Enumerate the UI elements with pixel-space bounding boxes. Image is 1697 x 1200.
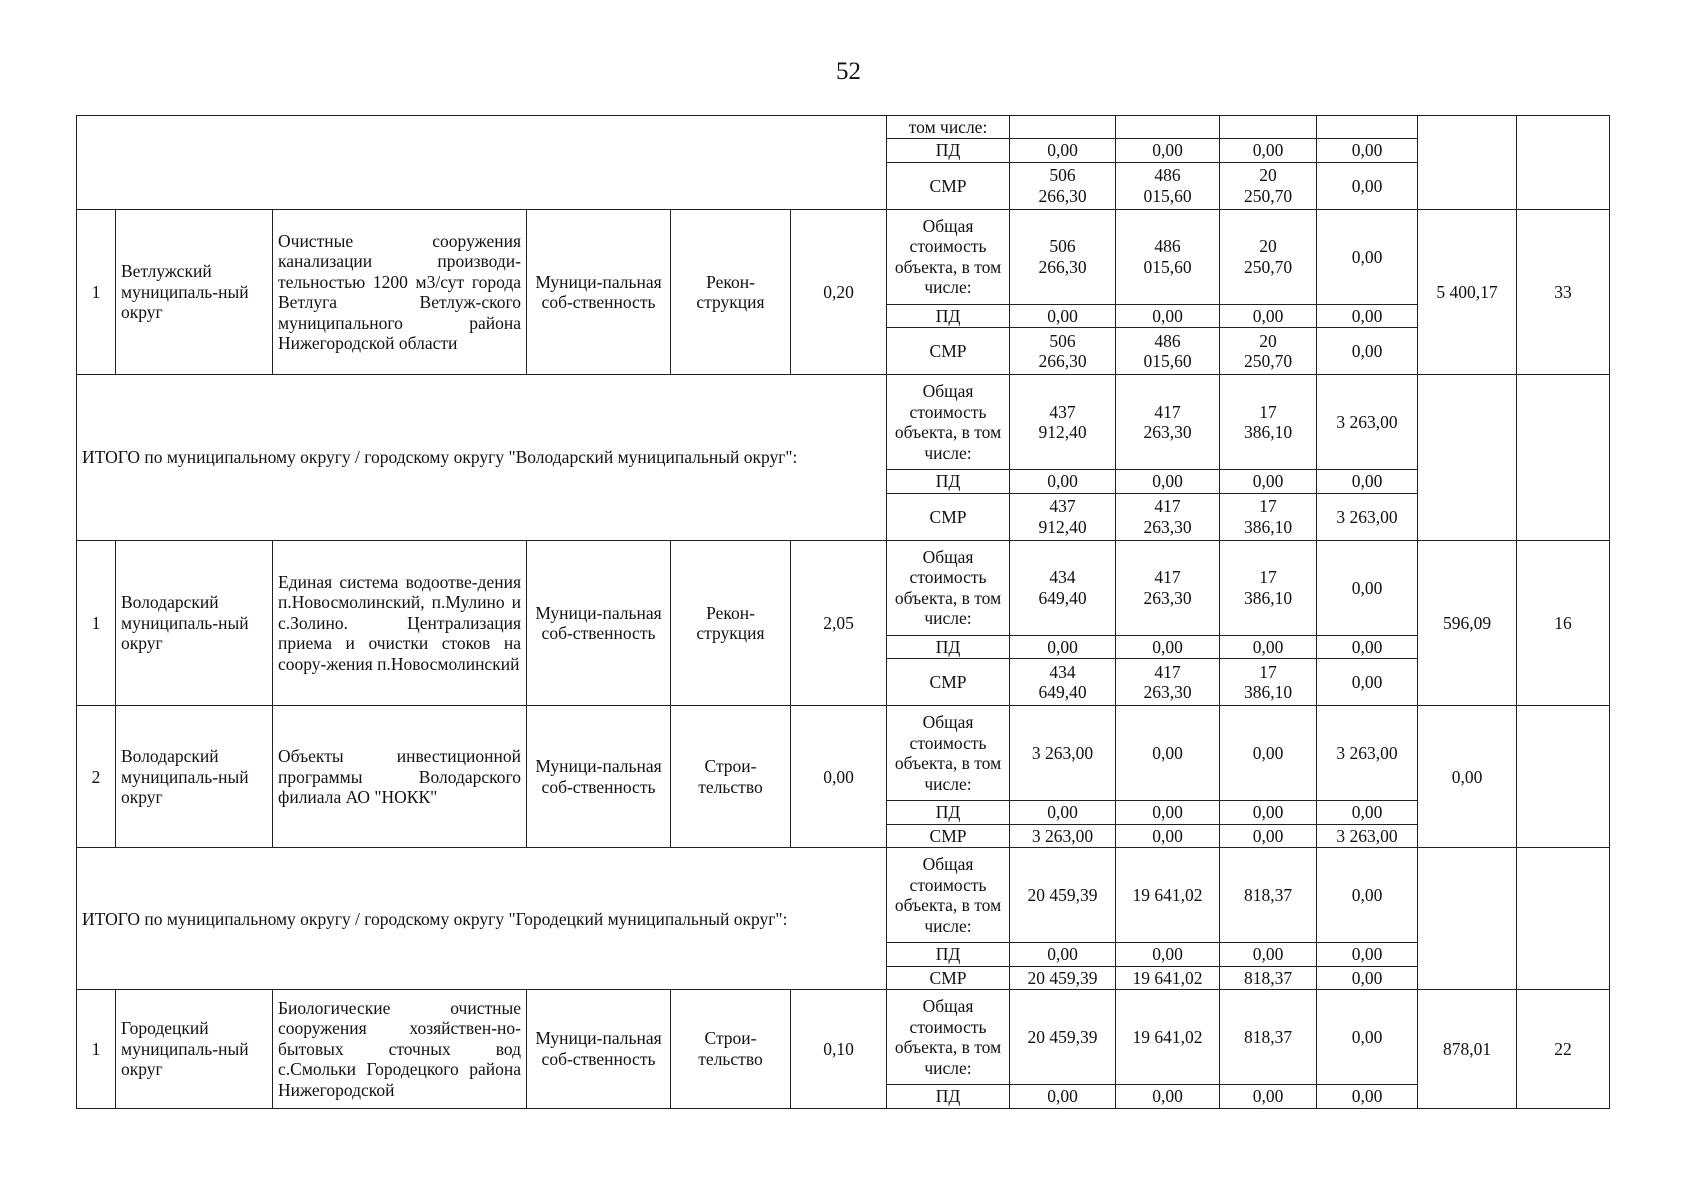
table-row: ПД 0,00 0,00 0,00 0,00 [77,801,1610,824]
table-row: ПД 0,00 0,00 0,00 0,00 [77,304,1610,327]
district-name: Ветлужский муниципаль-ный округ [116,209,273,374]
table-row: 2 Володарский муниципаль-ный округ Объекты инвестиционной программы Володарского филиала АО "НОКК" Муници-пальная соб-ственность Строи-тельство 0,00 Общая стоимость объекта, в том числе: 3 263,00 0,00 0,00 3 263,00 0,00 [77,706,1610,801]
ownership: Муници-пальная соб-ственность [527,209,671,374]
table-row: СМР 20 459,39 19 641,02 818,37 0,00 [77,966,1610,989]
table-row: ПД 0,00 0,00 0,00 0,00 [77,635,1610,658]
table-row: 1 Городецкий муниципаль-ный округ Биологические очистные сооружения хозяйствен-но-бытовых сточных вод с.Смольки Городецкого района Нижегородской Муници-пальная соб-ственность Строи-тельство 0,10 Общая стоимость объекта, в том числе: 20 459,39 19 641,02 818,37 0,00 878,01 22 [77,990,1610,1085]
subtotal-title: ИТОГО по муниципальному округу / городскому округу "Городецкий муниципальный округ": [77,848,887,990]
investment-objects-table [76,115,1610,1109]
table-row: ПД 0,00 0,00 0,00 0,00 [77,1085,1610,1108]
table-row: 1 Володарский муниципаль-ный округ Единая система водоотве-дения п.Новосмолинский, п.Мулино и с.Золино. Централизация приема и очистки стоков на соору-жения п.Новосмолинский Муници-пальная соб-ственность Рекон-струкция 2,05 Общая стоимость объекта, в том числе: 434 649,40 417 263,30 17 386,10 0,00 596,09 16 [77,540,1610,635]
row-label-smr: СМР [887,162,1010,209]
table-row: СМР 434 649,40 417 263,30 17 386,10 0,00 [77,659,1610,706]
table-row: ПД 0,00 0,00 0,00 0,00 [77,943,1610,966]
table-row: 1 Ветлужский муниципаль-ный округ Очистные сооружения канализации производи-тельностью 1200 м3/сут города Ветлуга Ветлуж-ского муниципального района Нижегородской области Муници-пальная соб-ственность Рекон-струкция 0,20 Общая стоимость объекта, в том числе: 506 266,30 486 015,60 20 250,70 0,00 5 400,17 33 [77,209,1610,304]
row-label-incl: том числе: [887,116,1010,139]
table-row: ПД 0,00 0,00 0,00 0,00 [77,139,1610,162]
table-row [77,116,1610,139]
empty-continuation-cell [77,116,887,210]
object-name: Очистные сооружения канализации производи-тельностью 1200 м3/сут города Ветлуга Ветлуж-ского муниципального района Нижегородской области [273,209,527,374]
row-number: 1 [77,209,116,374]
table-row: СМР 3 263,00 0,00 0,00 3 263,00 [77,824,1610,847]
table-row: ИТОГО по муниципальному округу / городскому округу "Володарский муниципальный округ": Общая стоимость объекта, в том числе: 437 912,40 417 263,30 17 386,10 3 263,00 [77,375,1610,470]
row-label-total: Общая стоимость объекта, в том числе: [887,209,1010,304]
table-row: СМР 506 266,30 486 015,60 20 250,70 0,00 [77,328,1610,375]
work-type: Рекон-струкция [671,209,791,374]
table-row: ПД 0,00 0,00 0,00 0,00 [77,470,1610,493]
table-row: СМР 506 266,30 486 015,60 20 250,70 0,00 [77,162,1610,209]
page-number: 52 [836,58,861,85]
subtotal-title: ИТОГО по муниципальному округу / городскому округу "Володарский муниципальный округ": [77,375,887,540]
row-label-pd: ПД [887,139,1010,162]
table-row: ИТОГО по муниципальному округу / городскому округу "Городецкий муниципальный округ": Общая стоимость объекта, в том числе: 20 459,39 19 641,02 818,37 0,00 [77,848,1610,943]
table-row: СМР 437 912,40 417 263,30 17 386,10 3 263,00 [77,493,1610,540]
value-cell: 0,20 [791,209,887,374]
